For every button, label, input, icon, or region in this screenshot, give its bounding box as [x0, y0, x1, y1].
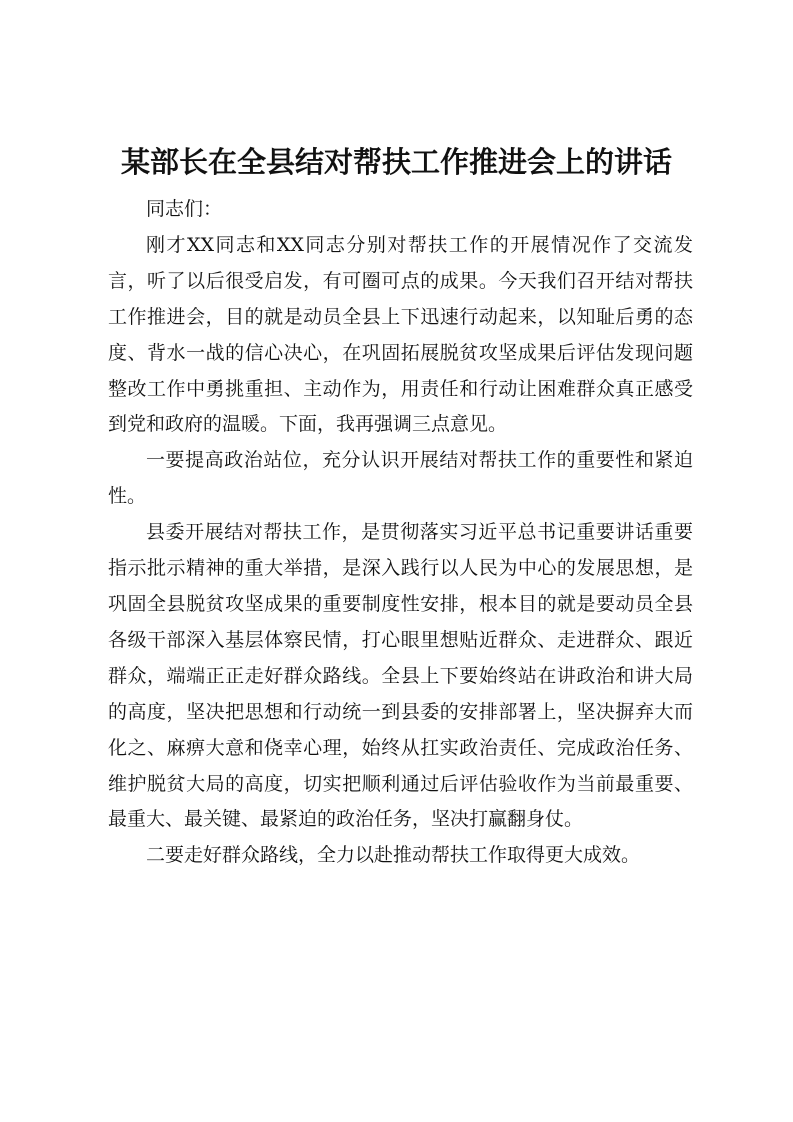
greeting: 同志们： — [146, 198, 223, 220]
paragraph-intro: 刚才XX同志和XX同志分别对帮扶工作的开展情况作了交流发言，听了以后很受启发，有可圈可点的成果。今天我们召开结对帮扶工作推进会，目的就是动员全县上下迅速行动起来，以知耻后勇的态度、背水一战的信心决心，在巩固拓展脱贫攻坚成果后评估发现问题整改工作中勇挑重担、主动作为，用责任和行动让困难群众真正感受到党和政府的温暖。下面，我再强调三点意见。 — [108, 233, 693, 436]
paragraph-point-two-heading: 二要走好群众路线，全力以赴推动帮扶工作取得更大成效。 — [146, 844, 641, 867]
document-title: 某部长在全县结对帮扶工作推进会上的讲话 — [120, 145, 672, 179]
paragraph-point-one-heading: 一要提高政治站位，充分认识开展结对帮扶工作的重要性和紧迫性。 — [108, 449, 693, 508]
paragraph-point-one-body: 县委开展结对帮扶工作，是贯彻落实习近平总书记重要讲话重要指示批示精神的重大举措，是深入践行以人民为中心的发展思想，是巩固全县脱贫攻坚成果的重要制度性安排，根本目的就是要动员全县各级干部深入基层体察民情，打心眼里想贴近群众、走进群众、跟近群众，端端正正走好群众路线。全县上下要始终站在讲政治和讲大局的高度，坚决把思想和行动统一到县委的安排部署上，坚决摒弃大而化之、麻痹大意和侥幸心理，始终从扛实政治责任、完成政治任务、维护脱贫大局的高度，切实把顺利通过后评估验收作为当前最重要、最重大、最关键、最紧迫的政治任务，坚决打赢翻身仗。 — [108, 521, 693, 831]
document-body — [108, 192, 693, 874]
